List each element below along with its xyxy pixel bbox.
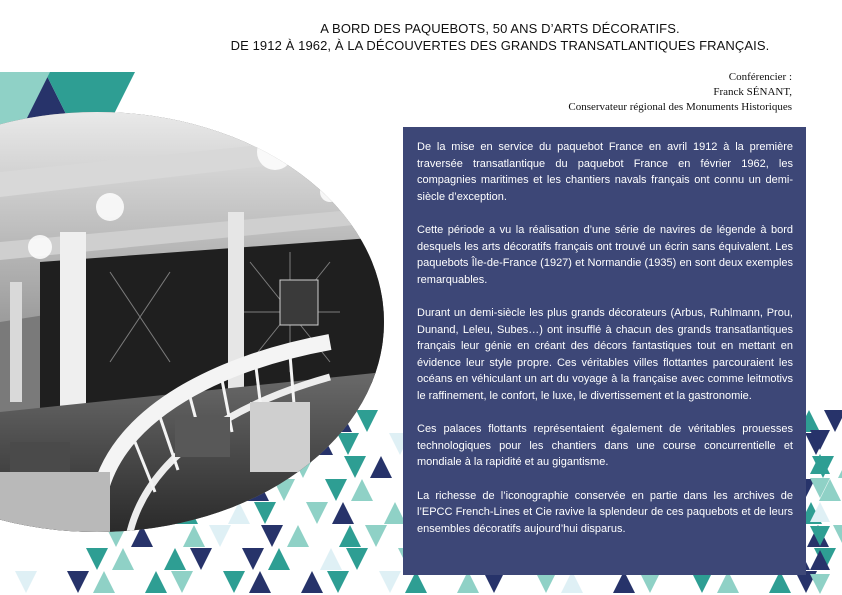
pattern-triangle bbox=[242, 548, 264, 570]
pattern-triangle bbox=[171, 571, 193, 593]
description-panel bbox=[403, 127, 806, 575]
pattern-triangle bbox=[67, 571, 89, 593]
speaker-block bbox=[568, 70, 792, 115]
pattern-triangle bbox=[164, 548, 186, 570]
pattern-triangle bbox=[810, 574, 830, 594]
pattern-triangle bbox=[249, 571, 271, 593]
paragraph-3: Durant un demi-siècle les plus grands décorateurs (Arbus, Ruhlmann, Prou, Dunand, Leleu, Subes…) ont insufflé à chacun des grands transatlantiques français leur génie en créant des décors fantastiques tout en mettant en évidence leur style propre. Ces véritables villes flottantes parcouraient les océans en véhiculant un art du voyage à la française avec comme leitmotivs le raffinement, le confort, le luxe, le divertissement et la gastronomie. bbox=[417, 307, 793, 402]
paragraph-2: Cette période a vu la réalisation d’une série de navires de légende à bord desquels les arts décoratifs français ont trouvé un écrin sans équivalent. Les paquebots Île-de-France (1927) et Normandie (1935) en sont deux exemples remarquables. bbox=[417, 224, 793, 286]
pattern-triangle bbox=[824, 410, 842, 432]
pattern-triangle bbox=[268, 548, 290, 570]
pattern-triangle bbox=[15, 571, 37, 593]
pattern-triangle bbox=[833, 525, 842, 547]
paragraph-4: Ces palaces flottants représentaient également de véritables prouesses technologiques pour les chantiers dans une course concurrentielle et mondiale à la rapidité et au gigantisme. bbox=[417, 423, 793, 468]
pattern-triangle bbox=[301, 571, 323, 593]
speaker-label: Conférencier : bbox=[728, 71, 792, 83]
speaker-role: Conservateur régional des Monuments Historiques bbox=[568, 101, 792, 113]
pattern-triangle bbox=[93, 571, 115, 593]
pattern-triangle bbox=[327, 571, 349, 593]
title-line-2: DE 1912 À 1962, À LA DÉCOUVERTES DES GRANDS TRANSATLANTIQUES FRANÇAIS. bbox=[230, 38, 770, 53]
title-line-1: A BORD DES PAQUEBOTS, 50 ANS D’ARTS DÉCORATIFS. bbox=[320, 21, 680, 36]
pattern-triangle bbox=[838, 456, 842, 478]
paragraph-5: La richesse de l’iconographie conservée en partie dans les archives de l’EPCC French-Lines et Cie ravive la splendeur de ces paquebots et de leurs ensembles décoratifs aujourd’hui disparus. bbox=[417, 489, 793, 535]
pattern-triangle bbox=[223, 571, 245, 593]
pattern-triangle bbox=[145, 571, 167, 593]
ship-lounge-photo bbox=[0, 112, 384, 532]
pattern-triangle bbox=[346, 548, 368, 570]
paragraph-1: De la mise en service du paquebot France en avril 1912 à la première traversée transatlantique du paquebot France en février 1962, les compagnies maritimes et les chantiers navals français ont connu un demi-siècle d’exception. bbox=[417, 141, 793, 203]
pattern-triangle bbox=[112, 548, 134, 570]
pattern-triangle bbox=[320, 548, 342, 570]
speaker-name: Franck SÉNANT, bbox=[713, 86, 792, 98]
pattern-triangle bbox=[379, 571, 401, 593]
pattern-triangle bbox=[190, 548, 212, 570]
pattern-triangle bbox=[86, 548, 108, 570]
page-title bbox=[150, 20, 842, 54]
